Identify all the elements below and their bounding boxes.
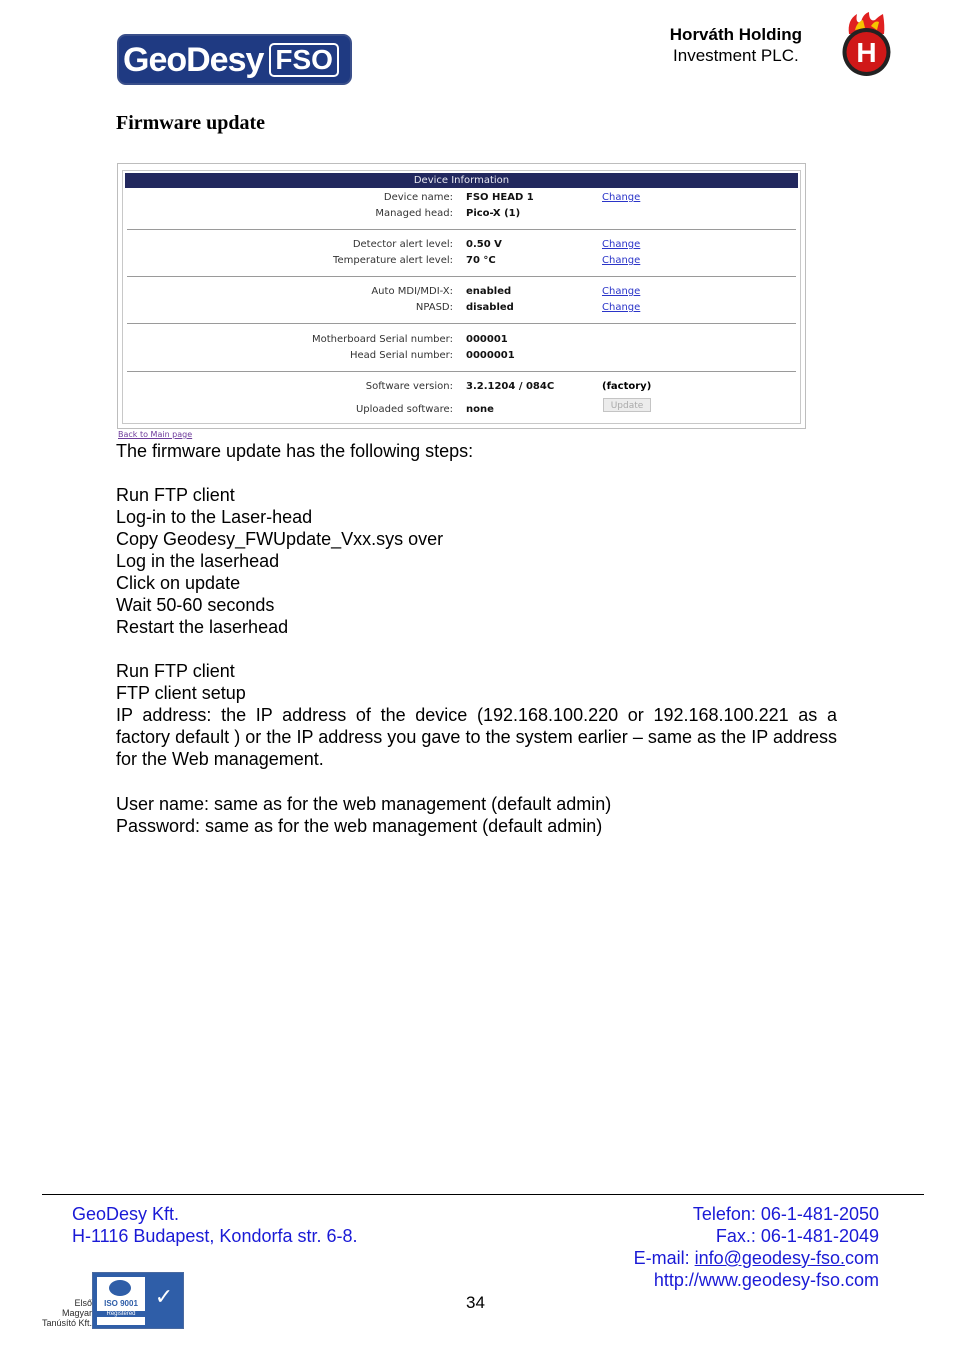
row-label: Auto MDI/MDI-X: xyxy=(371,286,453,297)
cert-line: Magyar xyxy=(61,1308,92,1318)
divider xyxy=(127,371,796,372)
row-head-serial xyxy=(123,349,800,363)
row-value: none xyxy=(466,404,494,415)
panel-heading: Device Information xyxy=(125,173,798,188)
footer-web[interactable]: http://www.geodesy-fso.com xyxy=(653,1270,879,1290)
row-label: Temperature alert level: xyxy=(333,255,453,266)
change-temperature-alert-link[interactable]: Change xyxy=(602,255,641,266)
ftp-title: Run FTP client xyxy=(116,661,235,681)
password-text: Password: same as for the web management (default admin) xyxy=(116,816,603,836)
page-number: 34 xyxy=(466,1293,485,1312)
row-label: Motherboard Serial number: xyxy=(311,334,453,345)
row-npasd xyxy=(123,301,800,315)
row-temperature-alert xyxy=(123,254,800,268)
update-button[interactable]: Update xyxy=(603,398,651,412)
row-uploaded-software xyxy=(123,403,800,417)
logo-main-text: GeoDesy xyxy=(123,40,264,79)
user-name-text: User name: same as for the web management (default admin) xyxy=(116,794,612,814)
cert-iso-label: ISO 9001 xyxy=(104,1299,138,1308)
row-value: 0000001 xyxy=(466,350,515,361)
step-item: Restart the laserhead xyxy=(116,617,289,637)
company-line2: Investment PLC. xyxy=(673,46,799,65)
row-motherboard-serial xyxy=(123,333,800,347)
row-value: FSO HEAD 1 xyxy=(466,192,534,203)
emblem-letter: H xyxy=(856,37,877,68)
cert-issuer-text xyxy=(36,1298,92,1328)
row-device-name xyxy=(123,191,800,205)
ftp-setup: FTP client setup xyxy=(116,683,246,703)
row-software-version xyxy=(123,380,800,394)
footer-rule xyxy=(42,1194,924,1195)
ftp-section xyxy=(116,660,837,770)
row-label: NPASD: xyxy=(415,302,453,313)
change-device-name-link[interactable]: Change xyxy=(602,192,641,203)
step-item: Wait 50-60 seconds xyxy=(116,595,275,615)
ip-paragraph: IP address: the IP address of the device (192.168.100.220 or 192.168.100.221 as a factory default ) or the IP address you gave to the system earlier – same as the IP address for the Web management. xyxy=(116,705,837,769)
email-suffix: com xyxy=(844,1248,879,1268)
step-item: Log in the laserhead xyxy=(116,551,280,571)
change-detector-alert-link[interactable]: Change xyxy=(602,239,641,250)
iso-cert-icon xyxy=(92,1272,184,1329)
footer-company: GeoDesy Kft. xyxy=(72,1204,180,1224)
divider xyxy=(127,229,796,230)
email-link[interactable]: info@geodesy-fso. xyxy=(694,1248,845,1268)
company-line1: Horváth Holding xyxy=(669,25,802,44)
checkmark-icon: ✓ xyxy=(154,1284,174,1309)
divider xyxy=(127,276,796,277)
company-name xyxy=(670,24,802,66)
logo-sub-text: FSO xyxy=(269,43,339,77)
footer-phone: Telefon: 06-1-481-2050 xyxy=(692,1204,879,1224)
cert-registered-label: Registered xyxy=(97,1311,145,1317)
row-detector-alert xyxy=(123,238,800,252)
intro-text: The firmware update has the following steps: xyxy=(116,441,474,461)
certification-badge xyxy=(28,1270,188,1332)
row-value: 000001 xyxy=(466,334,508,345)
email-prefix: E-mail: xyxy=(633,1248,695,1268)
footer-left xyxy=(72,1203,358,1247)
row-value: enabled xyxy=(466,286,512,297)
row-value: disabled xyxy=(466,302,514,313)
row-label: Device name: xyxy=(383,192,453,203)
footer-address: H-1116 Budapest, Kondorfa str. 6-8. xyxy=(72,1226,358,1246)
divider xyxy=(127,323,796,324)
change-auto-mdi-link[interactable]: Change xyxy=(602,286,641,297)
row-label: Uploaded software: xyxy=(355,404,453,415)
row-value: 0.50 V xyxy=(466,239,502,250)
footer-email-line xyxy=(634,1247,879,1269)
row-managed-head xyxy=(123,207,800,221)
row-label: Detector alert level: xyxy=(352,239,453,250)
device-info-panel xyxy=(117,163,806,429)
back-to-main-link[interactable]: Back to Main page xyxy=(118,430,193,439)
row-value: Pico-X (1) xyxy=(466,208,521,219)
step-item: Log-in to the Laser-head xyxy=(116,507,313,527)
row-value: 3.2.1204 / 084C xyxy=(466,381,555,392)
footer-right xyxy=(634,1203,879,1291)
step-item: Copy Geodesy_FWUpdate_Vxx.sys over xyxy=(116,529,444,549)
step-item: Click on update xyxy=(116,573,241,593)
row-label: Head Serial number: xyxy=(349,350,453,361)
step-item: Run FTP client xyxy=(116,485,235,505)
row-label: Software version: xyxy=(365,381,453,392)
row-auto-mdi xyxy=(123,285,800,299)
row-label: Managed head: xyxy=(375,208,453,219)
cert-line: Első xyxy=(74,1298,92,1308)
geodesy-fso-logo xyxy=(117,34,352,85)
row-value: 70 °C xyxy=(466,255,496,266)
horvath-emblem-icon xyxy=(839,12,894,78)
change-npasd-link[interactable]: Change xyxy=(602,302,641,313)
cert-line: Tanúsító Kft. xyxy=(41,1318,92,1328)
steps-list xyxy=(116,484,837,638)
factory-tag: (factory) xyxy=(602,381,652,392)
credentials-section xyxy=(116,793,837,837)
section-title: Firmware update xyxy=(116,112,266,134)
footer-fax: Fax.: 06-1-481-2049 xyxy=(715,1226,879,1246)
